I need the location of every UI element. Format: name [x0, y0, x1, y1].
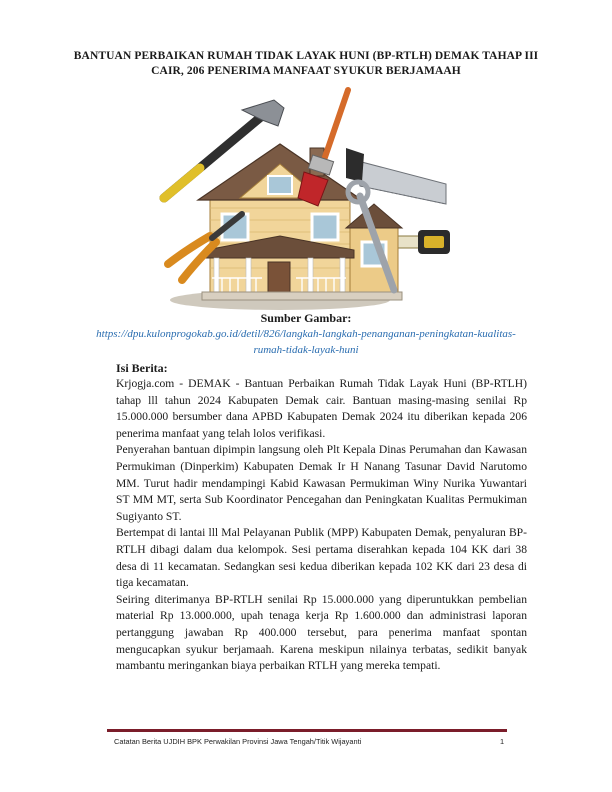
footer-note: Catatan Berita UJDIH BPK Perwakilan Provinsi Jawa Tengah/Titik Wijayanti [114, 737, 362, 746]
image-source-link[interactable]: https://dpu.kulonprogokab.go.id/detil/826/langkah-langkah-penanganan-peningkatan-kualitas-rumah-tidak-layak-huni [96, 328, 516, 356]
paragraph-1: Krjogja.com - DEMAK - Bantuan Perbaikan Rumah Tidak Layak Huni (BP-RTLH) tahap lll tahun 2024 Kabupaten Demak cair. Bantuan masing-masing senilai Rp 15.000.000 bersumber dana APBD Kabupaten Demak 2024 itu diberikan kepada 206 penerima manfaat yang telah lolos verifikasi. [116, 377, 527, 440]
paragraph-4: Seiring diterimanya BP-RTLH senilai Rp 15.000.000 yang diperuntukkan pembelian material Rp 13.000.000, upah tenaga kerja Rp 1.600.000 dan administrasi laporan pertanggung jawaban Rp 400.000 tersebut, para penerima manfaat spontan mengucapkan syukur berjamaah. Karena meskipun nilainya terbatas, sedikit banyak mambantu meringankan biaya perbaikan RTLH yang mereka tempati. [116, 592, 527, 673]
article-body [116, 376, 527, 675]
footer-divider [107, 729, 507, 732]
house-tools-illustration [150, 86, 462, 312]
section-heading: Isi Berita: [116, 361, 168, 375]
image-source-label: Sumber Gambar: [260, 311, 352, 325]
paragraph-2: Penyerahan bantuan dipimpin langsung oleh Plt Kepala Dinas Perumahan dan Kawasan Permukiman (Dinperkim) Kabupaten Demak Ir H Nanang Tasunar David Narutomo MM. Turut hadir mendampingi Kabid Kawasan Permukiman Winy Nurika Yuwantari ST MM MT, serta Sub Koordinator Pencegahan dan Peningkatan Kualitas Permukiman Sugiyanto ST. [116, 443, 527, 523]
paragraph-3: Bertempat di lantai lll Mal Pelayanan Publik (MPP) Kabupaten Demak, penyaluran BP-RTLH dibagi dalam dua kelompok. Sesi pertama diserahkan kepada 104 KK dari 38 desa di 11 kecamatan. Sedangkan sesi kedua diberikan kepada 102 KK dari 23 desa di tiga kecamatan. [116, 526, 527, 590]
document-title: BANTUAN PERBAIKAN RUMAH TIDAK LAYAK HUNI (BP-RTLH) DEMAK TAHAP III CAIR, 206 PENERIMA MANFAAT SYUKUR BERJAMAAH [73, 50, 539, 77]
page-number: 1 [500, 737, 505, 746]
